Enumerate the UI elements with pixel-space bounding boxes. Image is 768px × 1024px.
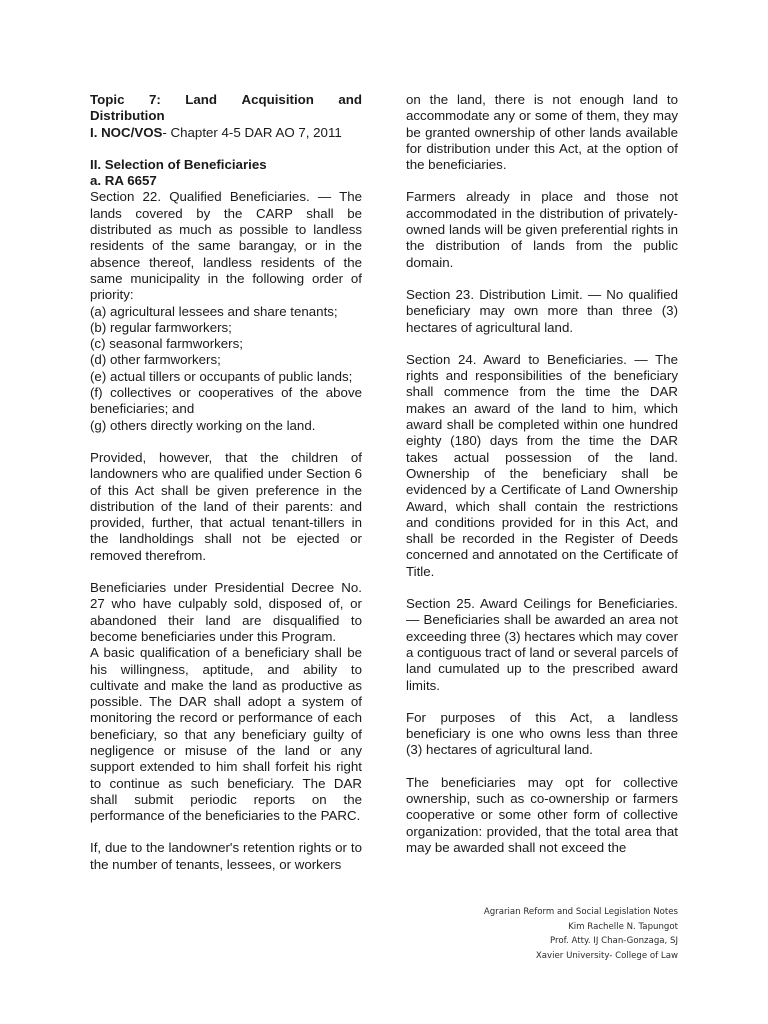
section-25-paragraph: Section 25. Award Ceilings for Beneficiaries. — Beneficiaries shall be awarded an area not exceeding three (3) hectares which may cover a contiguous tract of land or several parcels of land cumulated up to the prescribed award limits.: [406, 596, 678, 693]
footer-course: Agrarian Reform and Social Legislation Notes: [483, 907, 678, 917]
footer-school: Xavier University- College of Law: [535, 950, 678, 961]
heading-ra: a. RA 6657: [90, 173, 157, 189]
list-item: (f) collectives or cooperatives of the above beneficiaries; and: [90, 385, 362, 417]
list-item: (b) regular farmworkers;: [90, 319, 232, 335]
farmers-paragraph: Farmers already in place and those not accommodated in the distribution of privately-owned lands will be given preferential rights in the distribution of lands from the public domain.: [406, 189, 678, 270]
footer-author: Kim Rachelle N. Tapungot: [568, 921, 678, 932]
continuation-paragraph: on the land, there is not enough land to accommodate any or some of them, they may be granted ownership of other lands available for distribution under this Act, at the option of the beneficiaries.: [406, 92, 678, 173]
collective-paragraph: The beneficiaries may opt for collective ownership, such as co-ownership or farmers cooperative or some other form of collective organization: provided, that the total area that may be awarded shall not exceed the: [406, 774, 678, 855]
footer-professor: Prof. Atty. IJ Chan-Gonzaga, SJ: [550, 936, 678, 946]
topic-title-line2: Distribution: [90, 108, 165, 124]
title-word: and: [338, 92, 362, 107]
provided-paragraph: Provided, however, that the children of landowners who are qualified under Section 6 of this Act shall be given preference in the distribution of the land of their parents: and provided, further, that actual tenant-tillers in the landholdings shall not be ejected or removed therefrom.: [90, 449, 362, 563]
section-23-paragraph: Section 23. Distribution Limit. — No qualified beneficiary may own more than three (3) hectares of agricultural land.: [406, 286, 678, 335]
section-22-intro: Section 22. Qualified Beneficiaries. — The lands covered by the CARP shall be distributed as much as possible to landless residents of the same barangay, or in the absence thereof, landless residents of the same municipality in the following order of priority:: [90, 189, 362, 303]
right-column: [406, 92, 678, 856]
list-item: (c) seasonal farmworkers;: [90, 336, 243, 352]
topic-title-line1: [90, 92, 362, 108]
page-footer: [484, 905, 678, 963]
heading-selection: II. Selection of Beneficiaries: [90, 156, 267, 172]
left-column: [90, 92, 362, 873]
title-word: 7:: [148, 92, 161, 107]
landless-paragraph: For purposes of this Act, a landless beneficiary is one who owns less than three (3) hectares of agricultural land.: [406, 709, 678, 758]
pd27-paragraph: Beneficiaries under Presidential Decree No. 27 who have culpably sold, disposed of, or abandoned their land are disqualified to become beneficiaries under this Program.: [90, 580, 362, 644]
list-item: (e) actual tillers or occupants of public lands;: [90, 368, 353, 384]
title-word: Acquisition: [241, 92, 314, 107]
basic-qualification-paragraph: A basic qualification of a beneficiary shall be his willingness, aptitude, and ability to cultivate and make the land as productive as possible. The DAR shall adopt a system of monitoring the record or performance of each beneficiary, so that any beneficiary guilty of negligence or misuse of the land or any support extended to him shall forfeit his right to continue as such beneficiary. The DAR shall submit periodic reports on the performance of the beneficiaries to the PARC.: [90, 645, 362, 824]
noc-vos-label: I. NOC/VOS: [90, 124, 163, 140]
title-word: Topic: [90, 92, 125, 107]
section-24-paragraph: Section 24. Award to Beneficiaries. — The rights and responsibilities of the beneficiary shall commence from the time the DAR makes an award of the land to him, which award shall be completed within one hundred eighty (180) days from the time the DAR takes actual possession of the land. Ownership of the beneficiary shall be evidenced by a Certificate of Land Ownership Award, which shall contain the restrictions and conditions provided for in this Act, and shall be recorded in the Register of Deeds concerned and annotated on the Certificate of Title.: [406, 351, 678, 579]
noc-vos-reference: - Chapter 4-5 DAR AO 7, 2011: [162, 124, 342, 140]
noc-vos-line: [90, 125, 362, 141]
if-due-paragraph: If, due to the landowner's retention rights or to the number of tenants, lessees, or workers: [90, 840, 362, 872]
list-item: (g) others directly working on the land.: [90, 417, 316, 433]
list-item: (d) other farmworkers;: [90, 352, 221, 368]
title-word: Land: [185, 92, 218, 107]
list-item: (a) agricultural lessees and share tenants;: [90, 303, 338, 319]
